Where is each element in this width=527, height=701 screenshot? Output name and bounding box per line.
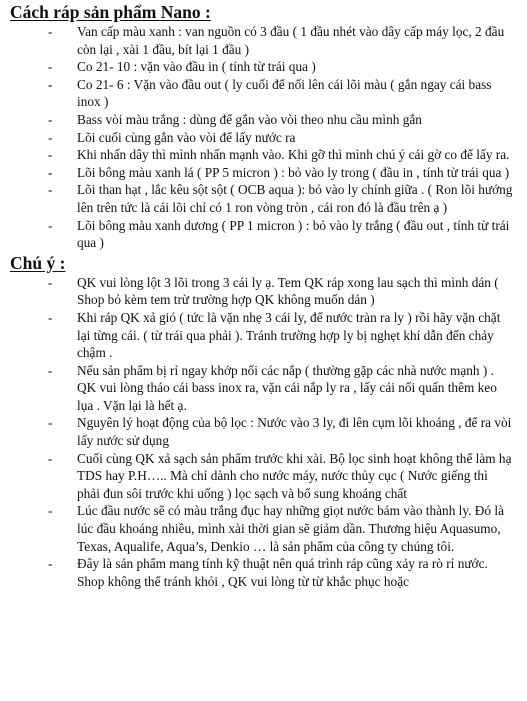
- list-item: - Lúc đầu nước sẽ có màu trắng đục hay những giọt nước bám vào thành ly. Đó là lúc đầu khoáng nhiều, mình xài thời gian sẽ giảm dần. Thương hiệu Aquasumo, Texas, Aqualife, Aqua’s, Denkio … là sản phẩm của công ty chúng tôi.: [8, 502, 513, 555]
- list-item: - Nguyên lý hoạt động của bộ lọc : Nước vào 3 ly, đi lên cụm lõi khoáng , để ra vòi lấy nước sử dụng: [8, 414, 513, 449]
- section-title-assembly: Cách ráp sản phẩm Nano :: [10, 2, 211, 22]
- list-item: - Cuối cùng QK xả sạch sản phẩm trước khi xài. Bộ lọc sinh hoạt không thể làm hạ TDS hay P.H….. Mà chỉ dành cho nước máy, nước thủy cục ( Nước giếng thì phải đun sôi trước khi uống ) lọc sạch và bổ sung khoáng chất: [8, 450, 513, 503]
- list-item: - Khi nhấn dây thì mình nhấn mạnh vào. Khi gỡ thì mình chú ý cái gờ co để lấy ra.: [8, 146, 513, 164]
- section-title-notes: Chú ý :: [10, 252, 66, 273]
- list-item: - QK vui lòng lột 3 lõi trong 3 cái ly ạ. Tem QK ráp xong lau sạch thì mình dán ( Shop bỏ kèm tem trừ trường hợp QK không muốn dán ): [8, 274, 513, 309]
- list-item: - Lõi bông màu xanh lá ( PP 5 micron ) : bỏ vào ly trong ( đầu in , tính từ trái qua ): [8, 164, 513, 182]
- list-item: - Đây là sản phẩm mang tính kỹ thuật nên quá trình ráp cũng xảy ra rò rỉ nước. Shop không thể tránh khỏi , QK vui lòng từ từ khắc phục hoặc: [8, 555, 513, 590]
- list-item: - Lõi than hạt , lắc kêu sột sột ( OCB aqua ): bỏ vào ly chính giữa . ( Ron lõi hướng lên trên tức là cái lõi chỉ có 1 ron vòng tròn , cái ron đó là đầu trên ạ ): [8, 181, 513, 216]
- notes-list: [8, 274, 513, 591]
- list-item: - Khi ráp QK xả gió ( tức là vặn nhẹ 3 cái ly, để nước tràn ra ly ) rồi hãy vặn chặt lại từng cái. ( từ trái qua phải ). Tránh trường hợp ly bị nghẹt khí dẫn đến chảy chậm .: [8, 309, 513, 362]
- list-item: - Lõi cuối cùng gắn vào vòi để lấy nước ra: [8, 129, 513, 147]
- list-item: - Co 21- 10 : vặn vào đầu in ( tính từ trái qua ): [8, 58, 513, 76]
- list-item: - Lõi bông màu xanh dương ( PP 1 micron ) : bỏ vào ly trắng ( đầu out , tính từ trái qua ): [8, 217, 513, 252]
- list-item: - Bass vòi màu trắng : dùng để gắn vào vòi theo nhu cầu mình gắn: [8, 111, 513, 129]
- list-item: - Van cấp màu xanh : van nguồn có 3 đầu ( 1 đầu nhét vào dây cấp máy lọc, 2 đầu còn lại , xài 1 đầu, bít lại 1 đầu ): [8, 23, 513, 58]
- assembly-steps-list: [8, 23, 513, 252]
- list-item: - Nếu sản phẩm bị rỉ ngay khớp nối các nắp ( thường gặp các nhà nước mạnh ) . QK vui lòng tháo cái bass inox ra, vặn cái nắp ly ra , lấy cái nối quấn thêm keo lụa . Vặn lại là hết ạ.: [8, 362, 513, 415]
- list-item: - Co 21- 6 : Vặn vào đầu out ( ly cuối để nối lên cái lõi màu ( gắn ngay cái bass inox ): [8, 76, 513, 111]
